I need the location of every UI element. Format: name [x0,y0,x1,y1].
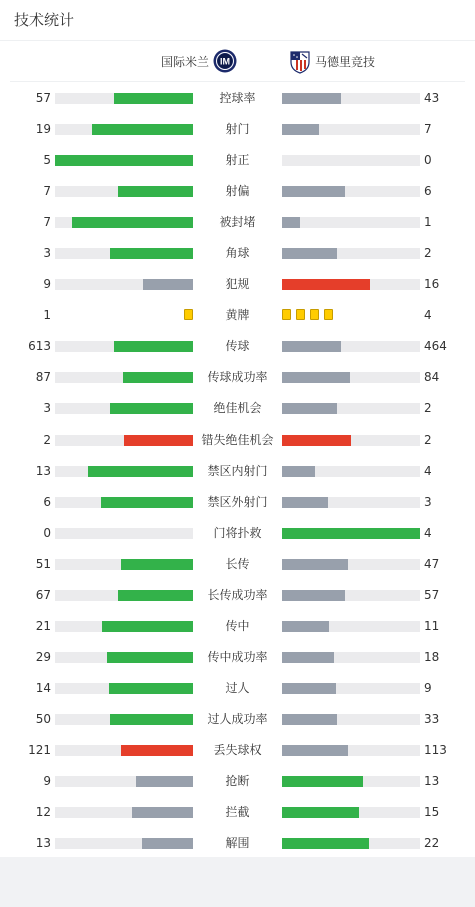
home-bar-track [55,683,193,694]
away-bar-fill [282,745,348,756]
stat-label: 拦截 [225,805,250,820]
away-bar-fill [282,217,300,228]
away-bar-track [282,497,420,508]
home-bar-track [55,652,193,663]
yellow-card-icon [184,309,193,320]
home-value: 14 [35,680,51,695]
home-bar-fill [102,621,193,632]
away-bar-track [282,217,420,228]
away-bar-fill [282,683,336,694]
yellow-card-icon [310,309,319,320]
away-bar-track [282,652,420,663]
away-bar-track [282,435,420,446]
stat-row [0,238,475,269]
home-bar-track [55,559,193,570]
home-bar-track [55,776,193,787]
stat-label: 传中成功率 [207,649,268,664]
stat-label: 禁区外射门 [207,494,268,509]
away-value: 4 [424,525,432,540]
stat-row [0,331,475,362]
stat-label: 绝佳机会 [213,401,262,416]
home-bar-fill [132,807,193,818]
away-bar-fill [282,776,363,787]
home-value: 9 [43,277,51,292]
stat-row [0,176,475,207]
away-bar-fill [282,124,319,135]
stat-row [0,611,475,642]
home-value: 29 [35,649,51,664]
away-value: 84 [424,370,440,385]
stat-label: 过人成功率 [207,711,268,726]
stat-row [0,580,475,611]
away-bar-fill [282,248,337,259]
yellow-card-icon [296,309,305,320]
away-bar-fill [282,93,341,104]
inter-crest-icon [213,49,237,73]
home-bar-track [55,590,193,601]
home-value: 57 [35,91,51,105]
home-bar-fill [55,155,193,166]
home-bar-track [55,155,193,166]
away-bar-fill [282,838,369,849]
away-value: 0 [424,153,432,168]
yellow-card-icon [282,309,291,320]
away-value: 1 [424,215,432,230]
away-value: 47 [424,556,440,571]
home-bar-track [55,807,193,818]
stat-row [0,766,475,797]
home-value: 9 [43,774,51,789]
stat-row [0,487,475,518]
home-bar-track [55,435,193,446]
stat-label: 长传成功率 [207,587,268,602]
stat-label: 过人 [225,680,250,695]
stat-label: 射偏 [225,184,250,199]
stat-row [0,145,475,176]
away-value: 6 [424,184,432,199]
stat-label: 犯规 [225,277,250,292]
away-bar-track [282,590,420,601]
yellow-card-icon [324,309,333,320]
home-bar-fill [142,838,193,849]
home-value: 1 [43,308,51,323]
home-bar-fill [72,217,193,228]
stat-row [0,642,475,673]
away-value: 18 [424,649,440,664]
away-bar-track [282,341,420,352]
page-title: 技术统计 [0,0,475,41]
stat-label: 控球率 [219,91,256,105]
home-bar-fill [136,776,193,787]
home-bar-fill [114,341,193,352]
stat-row [0,300,475,331]
away-bar-fill [282,652,334,663]
home-bar-track [55,745,193,756]
stat-label: 角球 [225,246,250,261]
svg-text:IM: IM [220,56,230,67]
away-value: 22 [424,836,440,851]
home-value: 51 [35,556,51,571]
away-bar-track [282,93,420,104]
away-value: 464 [424,339,447,354]
home-value: 21 [35,618,51,633]
home-bar-fill [88,466,193,477]
home-bar-track [55,93,193,104]
home-bar-track [55,341,193,352]
home-bar-track [55,186,193,197]
home-bar-track [55,466,193,477]
away-bar-track [282,248,420,259]
home-value: 50 [35,711,51,726]
home-value: 2 [43,432,51,447]
home-value: 7 [43,215,51,230]
home-bar-track [55,621,193,632]
stat-row [0,269,475,300]
home-bar-track [55,279,193,290]
stat-label: 传中 [225,618,250,633]
away-bar-fill [282,497,328,508]
away-value: 57 [424,587,440,602]
stat-row [0,456,475,487]
home-value: 7 [43,184,51,199]
home-value: 0 [43,525,51,540]
stat-label: 门将扑救 [213,525,262,540]
home-bar-track [55,217,193,228]
home-bar-fill [121,559,193,570]
away-bar-track [282,466,420,477]
away-bar-track [282,559,420,570]
away-value: 4 [424,463,432,478]
stat-row [0,362,475,393]
away-bar-fill [282,279,370,290]
away-bar-fill [282,372,350,383]
home-value: 13 [35,463,51,478]
away-bar-track [282,186,420,197]
stat-label: 射正 [225,153,250,168]
stat-label: 被封堵 [219,215,256,230]
stat-row [0,393,475,424]
stat-label: 禁区内射门 [207,463,268,478]
home-bar-fill [118,590,193,601]
away-value: 9 [424,680,432,695]
away-value: 2 [424,432,432,447]
home-value: 13 [35,836,51,851]
stat-row [0,425,475,456]
stat-label: 黄牌 [225,308,250,323]
away-bar-track [282,776,420,787]
home-value: 67 [35,587,51,602]
away-value: 3 [424,494,432,509]
home-bar-track [55,124,193,135]
home-bar-fill [109,683,193,694]
home-value: 121 [28,742,51,757]
away-bar-fill [282,341,341,352]
away-bar-track [282,621,420,632]
away-bar-track [282,372,420,383]
home-team[interactable] [10,49,237,73]
away-value: 4 [424,308,432,323]
away-bar-track [282,124,420,135]
home-bar-fill [124,435,193,446]
away-value: 15 [424,805,440,820]
home-bar-fill [107,652,193,663]
stat-label: 传球成功率 [207,370,268,385]
stat-row [0,673,475,704]
away-bar-fill [282,559,348,570]
away-bar-track [282,279,420,290]
away-bar-track [282,838,420,849]
away-bar-track [282,714,420,725]
teams-header [10,41,465,82]
stat-row [0,735,475,766]
away-value: 13 [424,774,440,789]
home-bar-fill [123,372,193,383]
home-bar-fill [118,186,193,197]
away-cards [282,309,333,320]
away-value: 113 [424,742,447,757]
away-bar-fill [282,714,337,725]
home-bar-fill [114,93,193,104]
home-bar-fill [143,279,193,290]
away-value: 2 [424,401,432,416]
away-bar-track [282,745,420,756]
stat-row [0,549,475,580]
home-cards [184,309,193,320]
stat-label: 解围 [225,836,250,851]
home-bar-track [55,528,193,539]
stat-label: 抢断 [225,774,250,789]
stat-label: 长传 [225,556,250,571]
away-bar-fill [282,403,337,414]
stat-row [0,704,475,735]
away-value: 7 [424,122,432,137]
away-bar-fill [282,466,315,477]
home-value: 613 [28,339,51,354]
home-bar-track [55,838,193,849]
away-team[interactable] [237,48,465,74]
home-value: 5 [43,153,51,168]
home-bar-track [55,497,193,508]
home-value: 87 [35,370,51,385]
away-bar-track [282,403,420,414]
away-bar-track [282,807,420,818]
away-value: 33 [424,711,440,726]
away-value: 2 [424,246,432,261]
stat-row [0,797,475,828]
away-value: 43 [424,91,440,105]
away-bar-fill [282,435,351,446]
stat-label: 错失绝佳机会 [201,432,274,447]
home-bar-fill [92,124,193,135]
home-bar-fill [110,714,193,725]
stat-row [0,518,475,549]
away-bar-fill [282,186,345,197]
home-value: 19 [35,122,51,137]
stats-list [0,82,475,859]
home-value: 6 [43,494,51,509]
stat-label: 丢失球权 [213,742,262,757]
stat-label: 传球 [225,339,250,354]
away-bar-fill [282,528,420,539]
stat-row [0,114,475,145]
away-bar-fill [282,807,359,818]
home-team-name: 国际米兰 [160,54,209,69]
away-team-name: 马德里竞技 [315,54,376,69]
home-bar-track [55,403,193,414]
home-bar-track [55,372,193,383]
home-value: 3 [43,401,51,416]
away-bar-fill [282,590,345,601]
home-bar-fill [101,497,193,508]
away-value: 16 [424,277,440,292]
away-bar-track [282,528,420,539]
away-bar-track [282,683,420,694]
home-value: 3 [43,246,51,261]
home-bar-fill [110,248,193,259]
stat-label: 射门 [225,122,250,137]
away-value: 11 [424,618,440,633]
home-bar-track [55,248,193,259]
away-bar-track [282,155,420,166]
stat-row [0,207,475,238]
home-bar-track [55,714,193,725]
home-bar-fill [110,403,193,414]
stat-row [0,828,475,859]
home-value: 12 [35,805,51,820]
home-bar-fill [121,745,193,756]
away-bar-fill [282,621,329,632]
stat-row [0,83,475,114]
atletico-crest-icon [289,48,311,74]
